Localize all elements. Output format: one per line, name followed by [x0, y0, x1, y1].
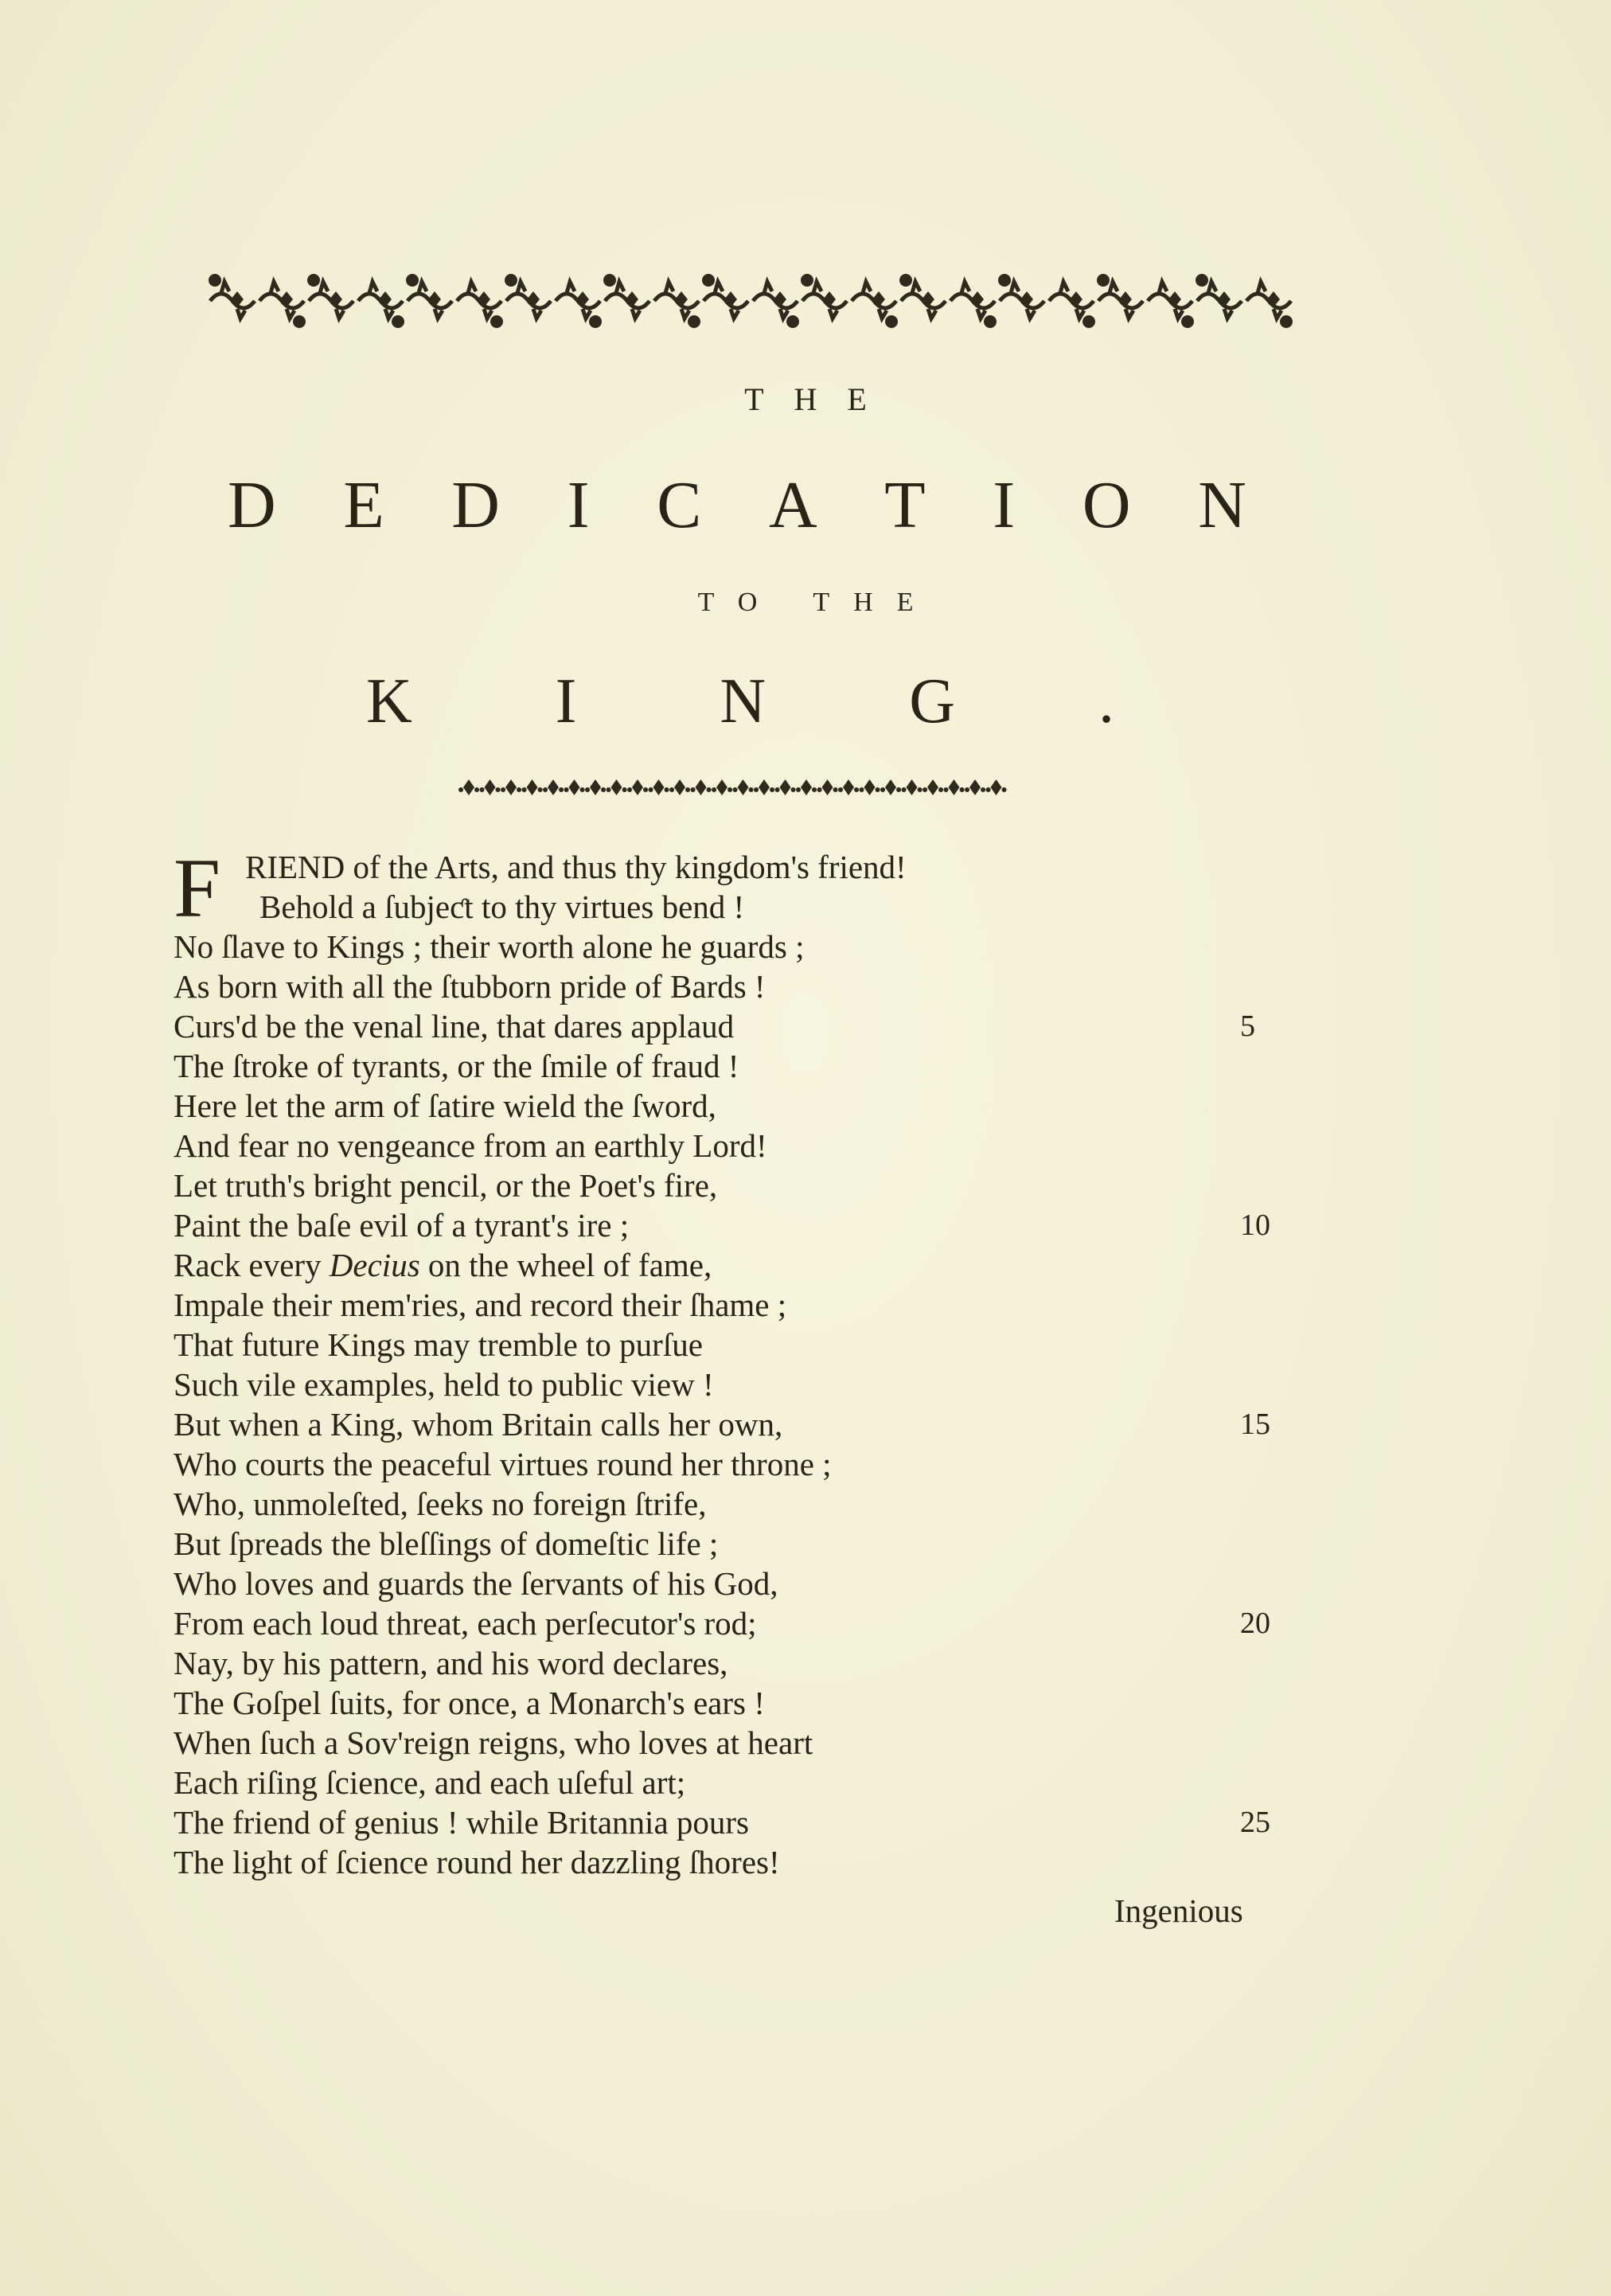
poem-line-text: But when a King, whom Britain calls her own, [174, 1406, 783, 1443]
poem-line [174, 1046, 1320, 1086]
poem-line-text: Each riſing ſcience, and each uſeful art; [174, 1764, 686, 1801]
king-letter: G [909, 666, 955, 736]
poem-line-text: Who, unmoleſted, ſeeks no foreign ſtrife, [174, 1486, 707, 1522]
dedication-letter: D [228, 468, 276, 542]
dedication-letter: A [768, 468, 817, 542]
title-to: TO [697, 588, 782, 617]
drop-cap: F [174, 841, 220, 935]
king-letter: N [720, 666, 766, 736]
poem-line [174, 1086, 1320, 1126]
poem-line-text: From each loud threat, each perſecutor's rod; [174, 1605, 757, 1642]
dedication-letter: C [657, 468, 702, 542]
poem-line-text: The Goſpel ſuits, for once, a Monarch's ears ! [174, 1685, 765, 1721]
catchword: Ingenious [1114, 1892, 1243, 1929]
poem-line [174, 1365, 1320, 1404]
poem-line [174, 1325, 1320, 1365]
poem-line [174, 1444, 1320, 1484]
poem-line [174, 1802, 1320, 1842]
dedication-letter: O [1082, 468, 1131, 542]
king-letter: I [555, 666, 577, 736]
poem-line-text: Paint the baſe evil of a tyrant's ire ; [174, 1207, 630, 1244]
poem-line-text: The ſtroke of tyrants, or the ſmile of fraud ! [174, 1048, 739, 1084]
poem-line-text: Nay, by his pattern, and his word declares, [174, 1645, 728, 1681]
line-number: 15 [1240, 1408, 1270, 1441]
dedication-letter: I [567, 468, 590, 542]
poem-line [174, 1006, 1320, 1046]
poem-line [174, 887, 1320, 927]
king-letter: K [366, 666, 412, 736]
title-to-the [0, 588, 1611, 618]
line-number: 25 [1240, 1806, 1270, 1839]
line-number: 5 [1240, 1009, 1255, 1043]
poem-line-text: Rack every Decius on the wheel of fame, [174, 1247, 712, 1283]
poem-line [174, 1763, 1320, 1802]
poem-line-text: As born with all the ſtubborn pride of Bards ! [174, 968, 766, 1005]
poem-line [174, 1564, 1320, 1603]
poem-line-text: That future Kings may tremble to purſue [174, 1326, 703, 1363]
poem-line [174, 1524, 1320, 1564]
dedication-letter: N [1198, 468, 1246, 542]
poem-line-text: Impale their mem'ries, and record their ſhame ; [174, 1287, 787, 1323]
poem-line [174, 1205, 1320, 1245]
poem-line-text: Curs'd be the venal line, that dares applaud [174, 1008, 735, 1045]
poem-line [174, 966, 1320, 1006]
title-the-2: THE [813, 588, 938, 617]
poem-line-text: Who courts the peaceful virtues round her throne ; [174, 1446, 832, 1482]
line-number: 20 [1240, 1607, 1270, 1640]
poem-line [174, 1683, 1320, 1723]
italic-name: Decius [329, 1247, 420, 1283]
poem-line [174, 1643, 1320, 1683]
poem-line-text: The light of ſcience round her dazzling ſhores! [174, 1844, 780, 1880]
poem-line [174, 927, 1320, 966]
poem-line [174, 1285, 1320, 1325]
poem-line [174, 1404, 1320, 1444]
poem-line-text: Let truth's bright pencil, or the Poet's fire, [174, 1167, 718, 1204]
title-dedication [228, 467, 1246, 544]
poem-line-text: Who loves and guards the ſervants of his God, [174, 1565, 778, 1602]
poem-line-text: Here let the arm of ſatire wield the ſword, [174, 1087, 716, 1124]
poem-line-text: No ſlave to Kings ; their worth alone he guards ; [174, 928, 805, 965]
title-the: THE [744, 381, 897, 417]
poem-line [174, 1126, 1320, 1166]
poem-line [174, 1166, 1320, 1205]
title-king [366, 666, 1114, 738]
dedication-letter: D [451, 468, 500, 542]
dedication-letter: I [993, 468, 1016, 542]
poem-line-text: Behold a ſubjeƈt to thy virtues bend ! [259, 888, 745, 925]
poem-line-text: RIEND of the Arts, and thus thy kingdom's friend! [245, 849, 907, 885]
poem-line [174, 1603, 1320, 1643]
poem-line [174, 1484, 1320, 1524]
dedication-letter: E [343, 468, 384, 542]
poem-line [174, 1842, 1320, 1882]
dedication-letter: T [884, 468, 926, 542]
poem-line [174, 1723, 1320, 1763]
poem-line [174, 1245, 1320, 1285]
poem-line-text: The friend of genius ! while Britannia pours [174, 1804, 750, 1841]
poem-line-text: When ſuch a Sov'reign reigns, who loves at heart [174, 1724, 813, 1761]
king-letter: . [1098, 666, 1114, 736]
poem-line-text: Such vile examples, held to public view ! [174, 1366, 714, 1403]
poem-line-text: But ſpreads the bleſſings of domeſtic life ; [174, 1525, 719, 1562]
poem [174, 841, 1320, 1882]
floral-vine-ornament-icon [194, 269, 1297, 333]
poem-line-text: And fear no vengeance from an earthly Lord! [174, 1127, 767, 1164]
line-number: 10 [1240, 1209, 1270, 1242]
fleuron-row-ornament-icon [458, 777, 1016, 798]
